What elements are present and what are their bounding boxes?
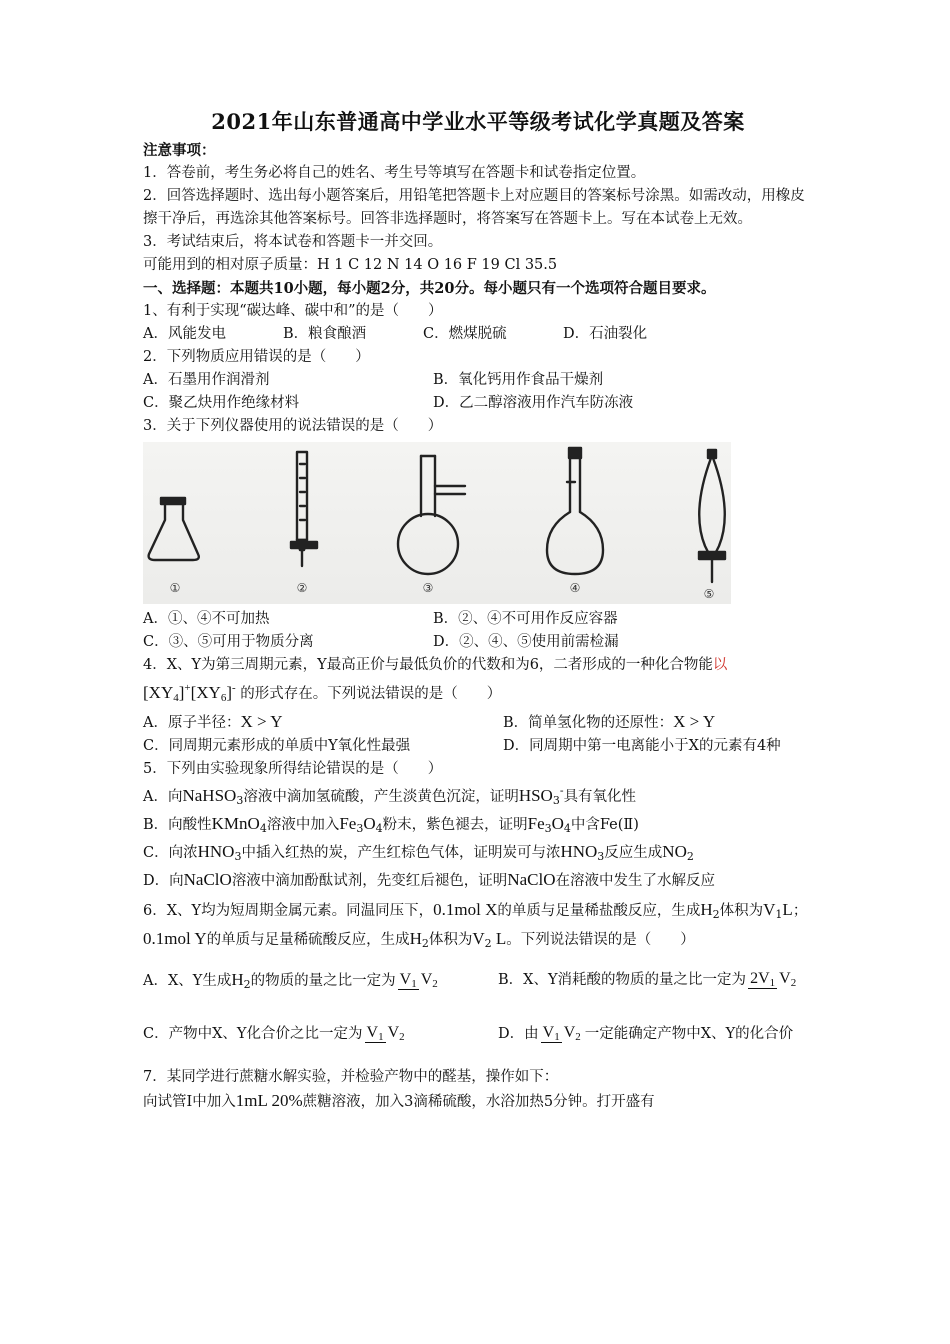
q3-option-c: C．③、⑤可用于物质分离 — [143, 634, 314, 650]
q4-formula-anion: $[XY_6]^-$ — [190, 682, 236, 704]
q2-stem: 2．下列物质应用错误的是（ ） — [143, 349, 370, 365]
q7-procedure: 向试管Ⅰ中加入1mL 20%蔗糖溶液，加入3滴稀硫酸，水浴加热5分钟。打开盛有 — [143, 1091, 655, 1110]
notice-2: 2．回答选择题时、选出每小题答案后，用铅笔把答题卡上对应题目的答案标号涂黑。如需改动，用橡皮擦干净后，再选涂其他答案标号。回答非选择题时，将答案写在答题卡上。写在本试卷上无效。 — [143, 188, 805, 227]
q3-apparatus-figure — [143, 442, 731, 604]
q3-options-row2 — [143, 631, 813, 654]
figure-label-2: ② — [296, 581, 308, 595]
q1-option-b: B．粮食酿酒 — [283, 326, 367, 342]
q4-formula-cation: $[XY_4]^+$ — [143, 682, 191, 704]
q1-options — [143, 323, 813, 346]
q4-option-c: C．同周期元素形成的单质中Y氧化性最强 — [143, 738, 411, 754]
q5-option-c: C．向浓$HNO_3$中插入红热的炭，产生红棕色气体，证明炭可与浓$HNO_3$反应生成$NO_2$ — [143, 842, 694, 863]
notice-1: 1．答卷前，考生务必将自己的姓名、考生号等填写在答题卡和试卷指定位置。 — [143, 165, 646, 181]
q2-options-row2 — [143, 392, 813, 415]
q5-option-a: A．向NaHSO$_3$溶液中滴加氢硫酸，产生淡黄色沉淀，证明$HSO_3^-$具有氧化性 — [143, 784, 637, 807]
q3-options-row1 — [143, 608, 813, 631]
q6-option-d: D．由 $V_1$ $V_2$ 一定能确定产物中X、Y的化合价 — [498, 1024, 794, 1043]
q6-options-row1 — [143, 954, 813, 1006]
conical-flask-icon — [149, 498, 199, 560]
q2-option-a: A．石墨用作润滑剂 — [143, 372, 270, 388]
exam-page — [143, 110, 813, 1114]
q3-stem: 3．关于下列仪器使用的说法错误的是（ ） — [143, 418, 443, 434]
fraction-v1-v2: $V_1$ $V_2$ — [542, 1024, 581, 1043]
section-heading: 一、选择题：本题共10小题，每小题2分，共20分。每小题只有一个选项符合题目要求。 — [143, 280, 716, 297]
figure-label-1: ① — [169, 581, 181, 595]
q7-stem: 7．某同学进行蔗糖水解实验，并检验产物中的醛基，操作如下： — [143, 1069, 559, 1085]
q5-stem: 5．下列由实验现象所得结论错误的是（ ） — [143, 761, 443, 777]
q2-option-c: C．聚乙炔用作绝缘材料 — [143, 395, 300, 411]
q3-option-a: A．①、④不可加热 — [143, 611, 270, 627]
fraction-2v1-v2: $2V_1$ $V_2$ — [750, 970, 797, 989]
page-title: 2021年山东普通高中学业水平等级考试化学真题及答案 — [211, 109, 745, 134]
burette-icon — [291, 452, 317, 566]
volumetric-flask-icon — [547, 448, 603, 574]
notice-3: 3．考试结束后，将本试卷和答题卡一并交回。 — [143, 234, 443, 250]
q3-option-d: D．②、④、⑤使用前需检漏 — [433, 634, 619, 650]
q2-options-row1 — [143, 369, 813, 392]
q6-options-row2 — [143, 1006, 813, 1062]
figure-label-4: ④ — [569, 581, 581, 595]
q4-option-b: B．简单氢化物的还原性：X > Y — [503, 712, 716, 731]
q1-option-d: D．石油裂化 — [563, 326, 648, 342]
q6-option-c: C．产物中X、Y化合价之比一定为 $V_1$ $V_2$ — [143, 1024, 405, 1043]
figure-label-3: ③ — [422, 581, 434, 595]
q6-stem: 6．X、Y均为短周期金属元素。同温同压下，0.1mol X的单质与足量稀盐酸反应，生成$H_2$体积为$V_1L$；0.1mol Y的单质与足量稀硫酸反应，生成$H_2$体积为$V_2$ L。下列说法错误的是（ ） — [143, 900, 808, 950]
atomic-masses: 可能用到的相对原子质量：H 1 C 12 N 14 O 16 F 19 Cl 35.5 — [143, 257, 558, 273]
notice-heading: 注意事项： — [143, 142, 216, 159]
q1-option-c: C．燃煤脱硫 — [423, 326, 507, 342]
q3-option-b: B．②、④不可用作反应容器 — [433, 611, 618, 627]
q2-option-d: D．乙二醇溶液用作汽车防冻液 — [433, 395, 634, 411]
q4-option-a: A．原子半径：X > Y — [143, 712, 283, 731]
q2-option-b: B．氧化钙用作食品干燥剂 — [433, 372, 604, 388]
apparatus-drawing — [143, 442, 731, 604]
figure-label-5: ⑤ — [703, 587, 715, 601]
q4-stem-line2: $[XY_4]^+[XY_6]^-$ 的形式存在。下列说法错误的是（ ） — [143, 682, 502, 704]
q1-stem: 1、有利于实现“碳达峰、碳中和”的是（ ） — [143, 303, 443, 319]
fraction-v1-v2: $V_1$ $V_2$ — [366, 1024, 405, 1043]
q5-option-b: B．向酸性KMnO$_4$溶液中加入$Fe_3O_4$粉末，紫色褪去，证明$Fe_3O_4$中含Fe(Ⅱ) — [143, 814, 639, 835]
separatory-funnel-icon — [699, 450, 725, 582]
q4-options-row1 — [143, 710, 813, 735]
q5-option-d: D．向NaClO溶液中滴加酚酞试剂，先变红后褪色，证明NaClO在溶液中发生了水解反应 — [143, 870, 715, 889]
q4-option-d: D．同周期中第一电离能小于X的元素有4种 — [503, 738, 781, 754]
distillation-flask-icon — [398, 456, 465, 574]
q6-option-a: A．X、Y生成$H_2$的物质的量之比一定为 $V_1$ $V_2$ — [143, 969, 438, 991]
fraction-v1-v2: $V_1$ $V_2$ — [399, 971, 438, 990]
q1-option-a: A．风能发电 — [143, 326, 226, 342]
q4-stem-line1: 4．X、Y为第三周期元素，Y最高正价与最低负价的代数和为6，二者形成的一种化合物能以 — [143, 657, 728, 673]
q6-option-b: B．X、Y消耗酸的物质的量之比一定为 $2V_1$ $V_2$ — [498, 970, 797, 989]
